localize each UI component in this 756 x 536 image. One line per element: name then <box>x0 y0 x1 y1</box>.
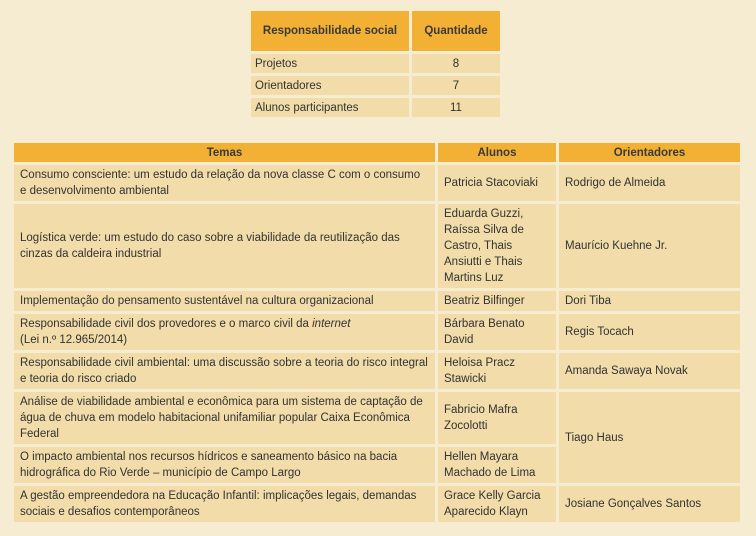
summary-row-value: 7 <box>412 76 500 95</box>
header-orientadores: Orientadores <box>559 143 740 162</box>
tema-cell: Consumo consciente: um estudo da relação da nova classe C com o consumo e desenvolvimento ambiental <box>14 165 435 201</box>
summary-row-label: Orientadores <box>251 76 409 95</box>
header-alunos: Alunos <box>438 143 556 162</box>
tema-law-text: (Lei n.º 12.965/2014) <box>20 334 128 346</box>
table-row <box>14 291 740 311</box>
alunos-cell: Fabricio Mafra Zocolotti <box>438 392 556 444</box>
table-row <box>14 392 740 444</box>
projects-header-row <box>14 143 740 162</box>
alunos-cell: Patricia Stacoviaki <box>438 165 556 201</box>
table-row <box>14 353 740 389</box>
alunos-cell: Bárbara Benato David <box>438 314 556 350</box>
table-row <box>14 204 740 288</box>
table-row <box>14 486 740 522</box>
orientador-cell: Josiane Gonçalves Santos <box>559 486 740 522</box>
alunos-cell: Hellen Mayara Machado de Lima <box>438 447 556 483</box>
tema-cell: Implementação do pensamento sustentável na cultura organizacional <box>14 291 435 311</box>
tema-italic-text: internet <box>312 318 351 330</box>
table-row <box>14 165 740 201</box>
table-row <box>14 314 740 350</box>
summary-header-label: Responsabilidade social <box>251 11 409 51</box>
summary-header-row <box>251 11 500 51</box>
summary-row-value: 11 <box>412 98 500 117</box>
orientador-cell: Amanda Sawaya Novak <box>559 353 740 389</box>
header-temas: Temas <box>14 143 435 162</box>
alunos-cell: Heloisa Pracz Stawicki <box>438 353 556 389</box>
summary-row-value: 8 <box>412 54 500 73</box>
summary-row-label: Projetos <box>251 54 409 73</box>
summary-row <box>251 54 500 73</box>
tema-cell: A gestão empreendedora na Educação Infantil: implicações legais, demandas sociais e desafios contemporâneos <box>14 486 435 522</box>
orientador-cell: Maurício Kuehne Jr. <box>559 204 740 288</box>
projects-table <box>11 140 743 525</box>
orientador-cell: Dori Tiba <box>559 291 740 311</box>
summary-header-quantity: Quantidade <box>412 11 500 51</box>
orientador-cell: Rodrigo de Almeida <box>559 165 740 201</box>
tema-cell: Logística verde: um estudo do caso sobre a viabilidade da reutilização das cinzas da caldeira industrial <box>14 204 435 288</box>
summary-table <box>248 8 503 120</box>
tema-cell: Análise de viabilidade ambiental e econômica para um sistema de captação de água de chuva em modelo habitacional unifamiliar popular Caixa Econômica Federal <box>14 392 435 444</box>
tema-cell <box>14 314 435 350</box>
alunos-cell: Beatriz Bilfinger <box>438 291 556 311</box>
orientador-cell: Tiago Haus <box>559 392 740 483</box>
tema-cell: O impacto ambiental nos recursos hídricos e saneamento básico na bacia hidrográfica do Rio Verde – município de Campo Largo <box>14 447 435 483</box>
tema-cell: Responsabilidade civil ambiental: uma discussão sobre a teoria do risco integral e teoria do risco criado <box>14 353 435 389</box>
summary-row <box>251 76 500 95</box>
summary-row-label: Alunos participantes <box>251 98 409 117</box>
alunos-cell: Grace Kelly Garcia Aparecido Klayn <box>438 486 556 522</box>
tema-text: Responsabilidade civil dos provedores e o marco civil da <box>20 318 313 330</box>
orientador-cell: Regis Tocach <box>559 314 740 350</box>
alunos-cell: Eduarda Guzzi, Raíssa Silva de Castro, Thais Ansiutti e Thais Martins Luz <box>438 204 556 288</box>
summary-row <box>251 98 500 117</box>
